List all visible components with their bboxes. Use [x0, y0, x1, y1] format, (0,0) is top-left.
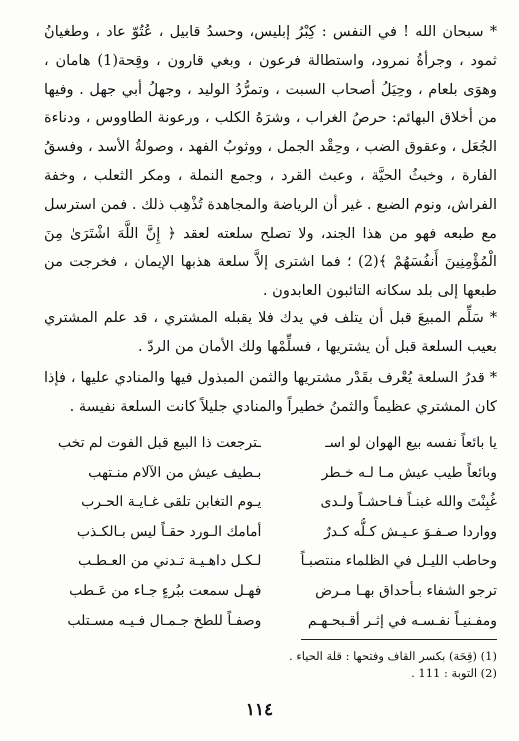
paragraph-soul-traits — [44, 18, 497, 306]
verse-first-hemistich: ترجو الشفاء بـأحداق بهـا مـرض — [315, 582, 497, 599]
verse-second-hemistich: أمامك الـورد حقـاً ليس بـالكـذب — [76, 523, 262, 540]
verse-second-hemistich: فهـل سمعت ببُرءٍ جـاء من عَـطب — [69, 582, 262, 599]
poem-verse — [44, 459, 497, 489]
paragraph-text: * قدرُ السلعة يُعْرف بقَدْر مشتريها والثمن المبذول فيها والمنادي عليها ، فإذا كان المشتري عظيماً والثمنُ خطيراً والمنادي جليلاً كانت السلعة نفيسة . — [44, 369, 497, 415]
paragraph-text: * سبحان الله ! في النفس : كِبْرُ إبليس، وحسدُ قابيل ، عُتُوّ عاد ، وطغيانُ ثمود ، وجرأةُ نمرود، واستطالة فرعون ، وبغي قارون ، وقِحة(1) هامان ، وهوَى بلعام ، وحِيَلُ أصحاب السبت ، وتمرُّدُ الوليد ، وجهلُ أبي جهل . وفيها من أخلاق البهائم: حرصُ الغراب ، وشرَهُ الكلب ، ورعونة الطاووس ، ودناءة الجُعَل ، وعقوق الضب ، وحِقْد الجمل ، ووثوبُ الفهد ، وصولةُ الأسد ، وفسقُ الفارة ، وخبثُ الحيَّة ، وعبث القرد ، وجمع النملة ، ومكر الثعلب ، وخفة الفراش، ونوم الضبع . غير أن الرياضة والمجاهدة تُذْهِب ذلك . فمن استرسل مع طبعه فهو من هذا الجند، ولا تصلح سلعته لعقد ﴿ إِنَّ اللَّهَ اشْتَرَىٰ مِنَ الْمُؤْمِنِينَ أَنفُسَهُمْ ﴾(2) ؛ فما اشترى إلاَّ سلعة هذبها الإيمان ، فخرجت من طبعها إلى بلد سكانه التائبون العابدون . — [44, 23, 497, 300]
poem-verse — [44, 577, 497, 607]
footnote: (2) التوبة : 111 . — [411, 666, 497, 680]
poem-verse — [44, 607, 497, 637]
verse-first-hemistich: وبائعاً طيب عيش مـا لـه خـطر — [321, 464, 497, 481]
verse-second-hemistich: بـطيف عيش من الآلام منـتهب — [88, 464, 262, 481]
paragraph-goods-value — [44, 364, 497, 422]
poem-verse — [44, 429, 497, 459]
poem-verse — [44, 518, 497, 548]
verse-first-hemistich: يا بائعاً نفسه بيع الهوان لو اسـ — [325, 435, 497, 451]
verse-first-hemistich: وواردا صـفـوَ عـيـش كـلُّه كـدرٌ — [324, 523, 497, 540]
poem — [44, 429, 497, 665]
footnote-divider — [301, 639, 497, 640]
verse-second-hemistich: ـترجعت ذا البيع قبل الفوت لم تخب — [57, 435, 262, 451]
page-number: ١١٤ — [245, 700, 274, 720]
verse-first-hemistich: وحاطب الليـل في الظلماء منتصبـاً — [300, 553, 497, 570]
footnote: (1) (قِحَة) بكسر القاف وفتحها : قلة الحياء . — [289, 649, 497, 663]
verse-second-hemistich: وصفـاً للطخ جـمـال فـيـه مسـتلب — [67, 612, 262, 629]
verse-first-hemistich: ومفـنيـاً نفـسـه في إثـر أقـبحـهـم — [307, 612, 497, 629]
paragraph-text: * سَلِّم المبيعَ قبل أن يتلف في يدك فلا يقبله المشتري ، قد علم المشتري بعيب السلعة قبل أن يشتريها ، فسلِّمْها ولك الأمان من الردّ . — [44, 309, 497, 355]
verse-second-hemistich: لـكـل داهـيـة تـدني من العـطـب — [77, 553, 262, 570]
verse-first-hemistich: غُبِنْتَ والله غبنـاً فـاحشـاً ولـدى — [320, 494, 497, 511]
verse-second-hemistich: يـوم التغابن تلقى غـايـة الحـرب — [81, 494, 262, 511]
paragraph-deliver-goods — [44, 304, 497, 362]
poem-verse — [44, 488, 497, 518]
poem-verse — [44, 547, 497, 577]
footnotes — [44, 648, 497, 682]
